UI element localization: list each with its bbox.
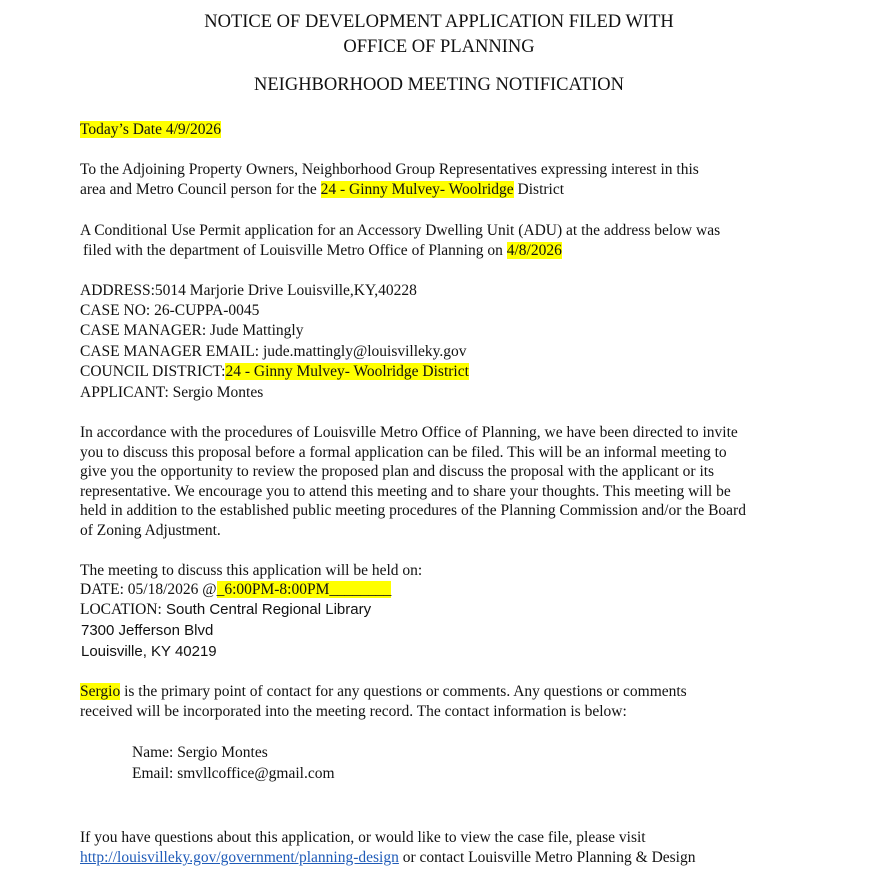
meeting-location-label: LOCATION: [80, 601, 162, 618]
detail-applicant: APPLICANT: Sergio Montes [80, 384, 264, 401]
procedures-line: of Zoning Adjustment. [80, 522, 221, 539]
contact-line1 [80, 682, 687, 702]
permit-line1: A Conditional Use Permit application for an Accessory Dwelling Unit (ADU) at the address below was [80, 222, 721, 239]
meeting-time-highlight: _6:00PM-8:00PM________ [216, 581, 392, 598]
permit-line2-prefix: filed with the department of Louisville Metro Office of Planning on [83, 242, 507, 259]
council-label: COUNCIL DISTRICT: [80, 363, 226, 380]
permit-line2 [83, 241, 562, 261]
meeting-intro: The meeting to discuss this application will be held on: [80, 562, 423, 579]
meeting-location [80, 600, 371, 620]
intro-line1: To the Adjoining Property Owners, Neighborhood Group Representatives expressing interest in this [80, 161, 699, 178]
intro-line2-suffix: District [513, 181, 565, 198]
footer-line1: If you have questions about this application, or would like to view the case file, please visit [80, 829, 646, 846]
detail-case-no: CASE NO: 26-CUPPA-0045 [80, 302, 260, 319]
contact-name: Name: Sergio Montes [132, 744, 268, 761]
meeting-address-line2: Louisville, KY 40219 [81, 643, 217, 660]
contact-line2: received will be incorporated into the meeting record. The contact information is below: [80, 703, 627, 720]
contact-email: Email: smvllcoffice@gmail.com [132, 765, 335, 782]
notice-subtitle: NEIGHBORHOOD MEETING NOTIFICATION [254, 75, 624, 95]
meeting-date-prefix: DATE: 05/18/2026 @ [80, 581, 217, 598]
footer-line2 [80, 848, 695, 868]
intro-line2-prefix: area and Metro Council person for the [80, 181, 321, 198]
procedures-line: you to discuss this proposal before a formal application can be filed. This will be an informal meeting to [80, 444, 727, 461]
footer-line2-suffix: or contact Louisville Metro Planning & Design [398, 849, 696, 866]
detail-case-manager: CASE MANAGER: Jude Mattingly [80, 322, 304, 339]
todays-date [80, 120, 221, 140]
intro-line2 [80, 180, 564, 200]
detail-council-district [80, 362, 469, 382]
todays-date-highlight: Today’s Date 4/9/2026 [80, 121, 221, 138]
procedures-line: give you the opportunity to review the proposed plan and discuss the proposal with the applicant or its [80, 463, 715, 480]
procedures-line: In accordance with the procedures of Louisville Metro Office of Planning, we have been directed to invite [80, 424, 738, 441]
detail-address: ADDRESS:5014 Marjorie Drive Louisville,KY,40228 [80, 282, 417, 299]
contact-name-highlight: Sergio [80, 683, 121, 700]
notice-title-line1: NOTICE OF DEVELOPMENT APPLICATION FILED WITH [204, 12, 674, 32]
council-value: 24 - Ginny Mulvey- Woolridge District [225, 363, 469, 380]
meeting-address-line1: 7300 Jefferson Blvd [81, 622, 214, 639]
procedures-line: held in addition to the established public meeting procedures of the Planning Commission and/or the Board [80, 502, 746, 519]
detail-case-manager-email: CASE MANAGER EMAIL: jude.mattingly@louisvilleky.gov [80, 343, 467, 360]
notice-title-line2: OFFICE OF PLANNING [343, 37, 535, 57]
meeting-date [80, 580, 391, 600]
permit-filed-date: 4/8/2026 [506, 242, 562, 259]
contact-line1-suffix: is the primary point of contact for any questions or comments. Any questions or comments [120, 683, 687, 700]
procedures-line: representative. We encourage you to attend this meeting and to share your thoughts. This meeting will be [80, 483, 731, 500]
intro-district-highlight: 24 - Ginny Mulvey- Woolridge [320, 181, 514, 198]
meeting-location-value: South Central Regional Library [161, 601, 372, 618]
planning-design-link[interactable]: http://louisvilleky.gov/government/planning-design [80, 849, 399, 866]
